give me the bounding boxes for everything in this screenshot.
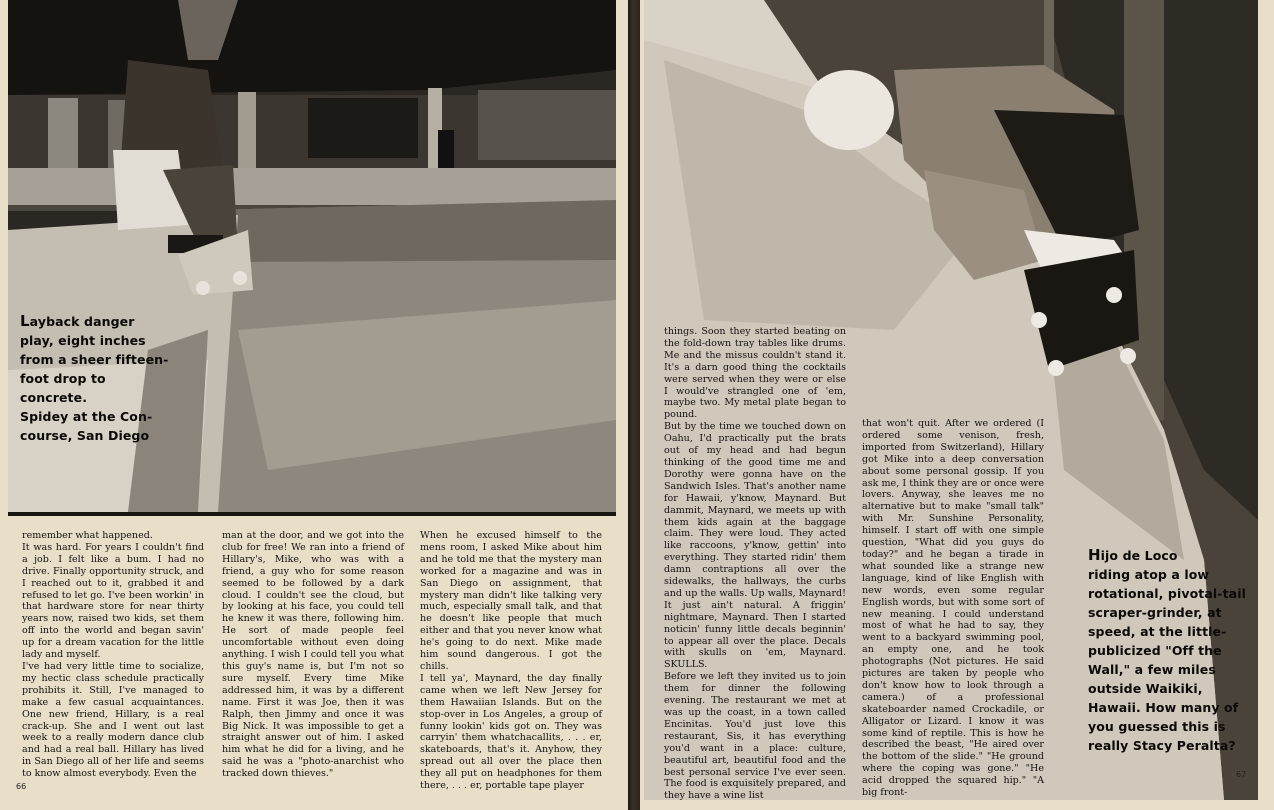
caption-line: ayback danger (29, 314, 135, 329)
right-page (640, 0, 1274, 810)
page-number-left: 66 (16, 782, 27, 791)
article-column-5: that won't quit. After we ordered (I ordered some venison, fresh, imported from Switzerland), Hillary got Mike into a deep conversation about some personal gossip. If you ask me, I think they are or once were lovers. Anyway, she leaves me no alternative but to make "small talk" with Mr. Sunshine Personality, himself. I start off with one simple question, "What did you guys do today?" and he began a tirade in what sounded like a strange new language, kind of like English with new words, even some regular English words, but with some sort of new meaning. I could understand most of what he had to say, they went to a backyard swimming pool, an empty one, and he took photographs (Not pictures. He said pictures are taken by people who don't know how to look through a camera.) of a professional skateboarder named Crockadile, or Alligator or Lizard. I know it was some kind of reptile. This is how he described the beast, "He aired over the bottom of the slide." "He ground where the coping was gone." "He acid dropped the squared hip." "A big front- (862, 418, 1044, 799)
caption-line: you guessed this is (1088, 719, 1226, 734)
left-page (0, 0, 628, 810)
article-column-1: remember what happened. It was hard. For years I couldn't find a job. I felt like a bum. I had no drive. Finally opportunity struck, and I reached out to it, grabbed it and refused to let go. I've been workin' in that hardware store for near thirty years now, raised two kids, set them off into the world and began savin' up for a dream vacation for the little lady and myself. I've had very little time to socialize, my hectic class schedule practically prohibits it. Still, I've managed to make a few casual acquaintances. One new friend, Hillary, is a real crack-up. She and I went out last week to a really modern dance club and had a real ball. Hillary has lived in San Diego all of her life and seems to know almost everybody. Even the (22, 530, 204, 780)
page-number-right: 67 (1236, 770, 1247, 779)
left-photo-caption (20, 312, 170, 445)
caption-line: course, San Diego (20, 428, 150, 443)
photo-bottom-rule (8, 512, 616, 516)
caption-line: from a sheer fifteen- (20, 352, 169, 367)
caption-line: scraper-grinder, at (1088, 605, 1222, 620)
caption-line: foot drop to concrete. (20, 371, 106, 405)
caption-dropcap: H (1088, 546, 1101, 564)
caption-line: riding atop a low (1088, 567, 1210, 582)
article-column-2: man at the door, and we got into the club for free! We ran into a friend of Hillary's, Mike, who was with a friend, a guy who for some reason seemed to be followed by a dark cloud. I couldn't see the cloud, but by looking at his face, you could tell he knew it was there, following him. He sort of made people feel uncomfortable without even doing anything. I wish I could tell you what this guy's name is, but I'm not so sure myself. Every time Mike addressed him, it was by a different name. First it was Joe, then it was Ralph, then Jimmy and once it was Big Nick. It was impossible to get a straight answer out of him. I asked him what he did for a living, and he said he was a "photo-anarchist who tracked down thieves." (222, 530, 404, 780)
caption-line: publicized "Off the (1088, 643, 1222, 658)
caption-line: Wall," a few miles (1088, 662, 1216, 677)
article-column-4: things. Soon they started beating on the fold-down tray tables like drums. Me and the missus couldn't stand it. It's a darn good thing the cocktails were served when they were or else I would've strangled one of 'em, maybe two. My metal plate began to pound. But by the time we touched down on Oahu, I'd practically put the brats out of my head and had begun thinking of the good time me and Dorothy were gonna have on the Sandwich Isles. That's another name for Hawaii, y'know, Maynard. But dammit, Maynard, we meets up with them kids again at the baggage claim. They were loud. They acted like raccoons, y'know, gettin' into everything. They started ridin' them damn contraptions all over the sidewalks, the hallways, the curbs and up the walls. Up walls, Maynard! It just ain't natural. A friggin' nightmare, Maynard. Then I started noticin' funny little decals beginnin' to appear all over the place. Decals with skulls on 'em, Maynard. SKULLS. Before we left they invited us to join them for dinner the following evening. The restaurant we met at was up the coast, in a town called Encinitas. You'd just love this restaurant, Sis, it has everything you'd want in a place: culture, beautiful art, beautiful food and the best personal service I've ever seen. The food is exquisitely prepared, and they have a wine list (664, 326, 846, 802)
page-gutter (628, 0, 640, 810)
caption-line: Hawaii. How many of (1088, 700, 1239, 715)
caption-line: speed, at the little- (1088, 624, 1227, 639)
caption-dropcap: L (20, 312, 30, 330)
caption-line: ijo de Loco (1100, 548, 1178, 563)
caption-line: Spidey at the Con- (20, 409, 153, 424)
article-column-3: When he excused himself to the mens room, I asked Mike about him and he told me that the mystery man worked for a magazine and was in San Diego on assignment, that mystery man didn't like talking very much, especially small talk, and that he doesn't like people that much either and that you never know what he's going to do next. Mike made him sound dangerous. I got the chills. I tell ya', Maynard, the day finally came when we left New Jersey for them Hawaiian Islands. But on the stop-over in Los Angeles, a group of funny lookin' kids got on. They was carryin' them whatchacallits, . . . er, skateboards, that's it. Anyhow, they spread out all over the place then they all put on headphones for them there, . . . er, portable tape player (420, 530, 602, 792)
caption-line: rotational, pivotal-tail (1088, 586, 1246, 601)
caption-line: outside Waikiki, (1088, 681, 1203, 696)
caption-line: really Stacy Peralta? (1088, 738, 1236, 753)
right-photo-caption (1088, 546, 1258, 755)
caption-line: play, eight inches (20, 333, 146, 348)
